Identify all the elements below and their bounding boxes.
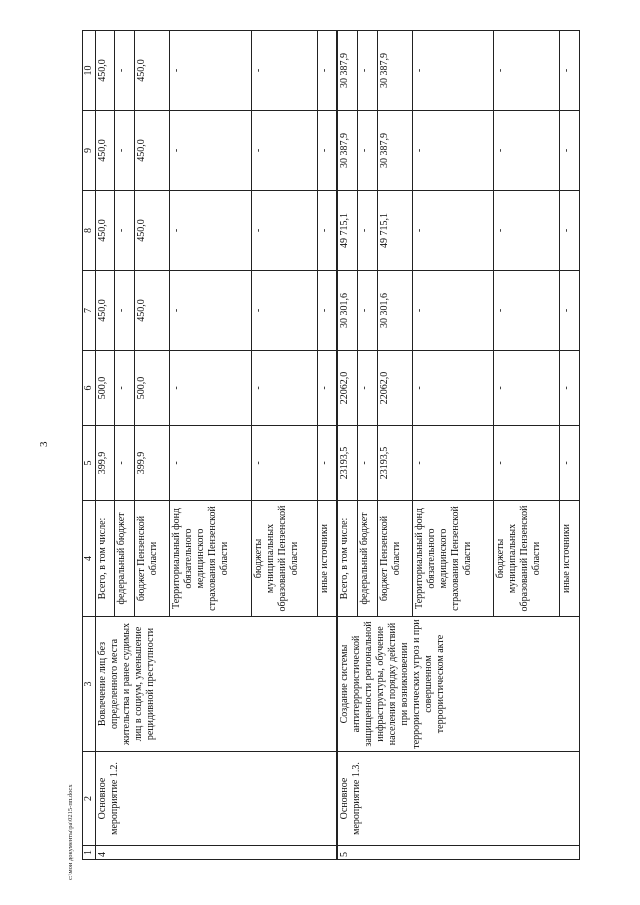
value-cell: - <box>251 426 317 501</box>
value-cell: - <box>115 271 134 351</box>
value-cell: - <box>358 351 377 426</box>
value-cell: 49 715,1 <box>377 191 412 271</box>
value-cell: - <box>115 351 134 426</box>
value-cell: - <box>317 191 337 271</box>
rotated-table-wrapper <box>82 31 580 860</box>
value-cell: - <box>358 111 377 191</box>
value-cell: - <box>317 426 337 501</box>
funding-source: Территориальный фонд обязательного медицинского страхования Пензенской области <box>169 501 251 617</box>
row-number: 4 <box>96 846 338 860</box>
value-cell: - <box>115 31 134 111</box>
value-cell: 30 387,9 <box>377 31 412 111</box>
value-cell: - <box>358 426 377 501</box>
funding-source: бюджет Пензенской области <box>377 501 412 617</box>
funding-source: Всего, в том числе: <box>337 501 357 617</box>
funding-source: федеральный бюджет <box>115 501 134 617</box>
value-cell: - <box>494 426 560 501</box>
funding-source: иные источники <box>560 501 580 617</box>
value-cell: 22062,0 <box>377 351 412 426</box>
value-cell: - <box>115 111 134 191</box>
value-cell: - <box>317 351 337 426</box>
header-cell-9: 9 <box>83 111 96 191</box>
funding-source: бюджет Пензенской области <box>134 501 169 617</box>
value-cell: 450,0 <box>134 191 169 271</box>
value-cell: - <box>169 271 251 351</box>
value-cell: - <box>317 271 337 351</box>
value-cell: - <box>169 31 251 111</box>
header-cell-7: 7 <box>83 271 96 351</box>
funding-source: бюджеты муниципальных образований Пензенской области <box>494 501 560 617</box>
value-cell: - <box>412 351 494 426</box>
value-cell: - <box>251 351 317 426</box>
funding-source: иные источники <box>317 501 337 617</box>
value-cell: - <box>251 191 317 271</box>
value-cell: - <box>169 191 251 271</box>
header-cell-4: 4 <box>83 501 96 617</box>
table-body <box>83 31 580 860</box>
page-number: 3 <box>38 441 50 447</box>
value-cell: 30 301,6 <box>377 271 412 351</box>
header-cell-5: 5 <box>83 426 96 501</box>
value-cell: - <box>169 351 251 426</box>
value-cell: 23193,5 <box>377 426 412 501</box>
value-cell: 450,0 <box>96 191 115 271</box>
table-header-row <box>83 31 96 860</box>
value-cell: - <box>412 426 494 501</box>
funding-source: Территориальный фонд обязательного медицинского страхования Пензенской области <box>412 501 494 617</box>
value-cell: 500,0 <box>96 351 115 426</box>
value-cell: - <box>115 426 134 501</box>
value-cell: - <box>169 111 251 191</box>
value-cell: - <box>560 31 580 111</box>
header-cell-6: 6 <box>83 351 96 426</box>
footer-file-path: c:\мои документы\ра\0215-пп.docx <box>67 784 74 880</box>
value-cell: 450,0 <box>96 31 115 111</box>
value-cell: - <box>317 31 337 111</box>
value-cell: 500,0 <box>134 351 169 426</box>
table-row <box>337 31 357 860</box>
value-cell: - <box>251 111 317 191</box>
value-cell: 450,0 <box>96 111 115 191</box>
value-cell: - <box>494 31 560 111</box>
value-cell: - <box>560 426 580 501</box>
value-cell: 23193,5 <box>337 426 357 501</box>
value-cell: - <box>494 111 560 191</box>
funding-table <box>82 30 580 860</box>
value-cell: - <box>251 31 317 111</box>
value-cell: 30 387,9 <box>337 31 357 111</box>
value-cell: 30 301,6 <box>337 271 357 351</box>
event-description: Вовлечение лиц без определенного места жительства и ранее судимых лиц в социум, уменьшение рецидивной преступности <box>96 617 338 752</box>
value-cell: - <box>412 271 494 351</box>
value-cell: - <box>358 271 377 351</box>
value-cell: - <box>560 111 580 191</box>
value-cell: 22062,0 <box>337 351 357 426</box>
funding-source: Всего, в том числе: <box>96 501 115 617</box>
value-cell: - <box>358 31 377 111</box>
funding-source: бюджеты муниципальных образований Пензенской области <box>251 501 317 617</box>
value-cell: - <box>560 351 580 426</box>
row-number: 5 <box>337 846 579 860</box>
value-cell: 30 387,9 <box>377 111 412 191</box>
header-cell-1: 1 <box>83 846 96 860</box>
header-cell-10: 10 <box>83 31 96 111</box>
value-cell: - <box>412 111 494 191</box>
value-cell: 30 387,9 <box>337 111 357 191</box>
value-cell: 399,9 <box>134 426 169 501</box>
value-cell: 450,0 <box>96 271 115 351</box>
value-cell: - <box>560 271 580 351</box>
funding-source: федеральный бюджет <box>358 501 377 617</box>
value-cell: - <box>358 191 377 271</box>
value-cell: - <box>494 271 560 351</box>
event-description: Создание системы антитеррористической защищенности региональной инфраструктуры, обучение населения порядку действий при возникновении террористических угроз и при совершенном террористическом акте <box>337 617 579 752</box>
value-cell: - <box>494 351 560 426</box>
value-cell: - <box>169 426 251 501</box>
value-cell: - <box>494 191 560 271</box>
value-cell: 450,0 <box>134 111 169 191</box>
header-cell-8: 8 <box>83 191 96 271</box>
value-cell: 399,9 <box>96 426 115 501</box>
value-cell: - <box>115 191 134 271</box>
value-cell: 49 715,1 <box>337 191 357 271</box>
value-cell: - <box>251 271 317 351</box>
header-cell-3: 3 <box>83 617 96 752</box>
value-cell: - <box>560 191 580 271</box>
table-row <box>96 31 115 860</box>
value-cell: 450,0 <box>134 31 169 111</box>
event-name: Основное мероприятие 1.2. <box>96 752 338 846</box>
value-cell: - <box>412 191 494 271</box>
value-cell: - <box>412 31 494 111</box>
value-cell: - <box>317 111 337 191</box>
value-cell: 450,0 <box>134 271 169 351</box>
header-cell-2: 2 <box>83 752 96 846</box>
event-name: Основное мероприятие 1.3. <box>337 752 579 846</box>
